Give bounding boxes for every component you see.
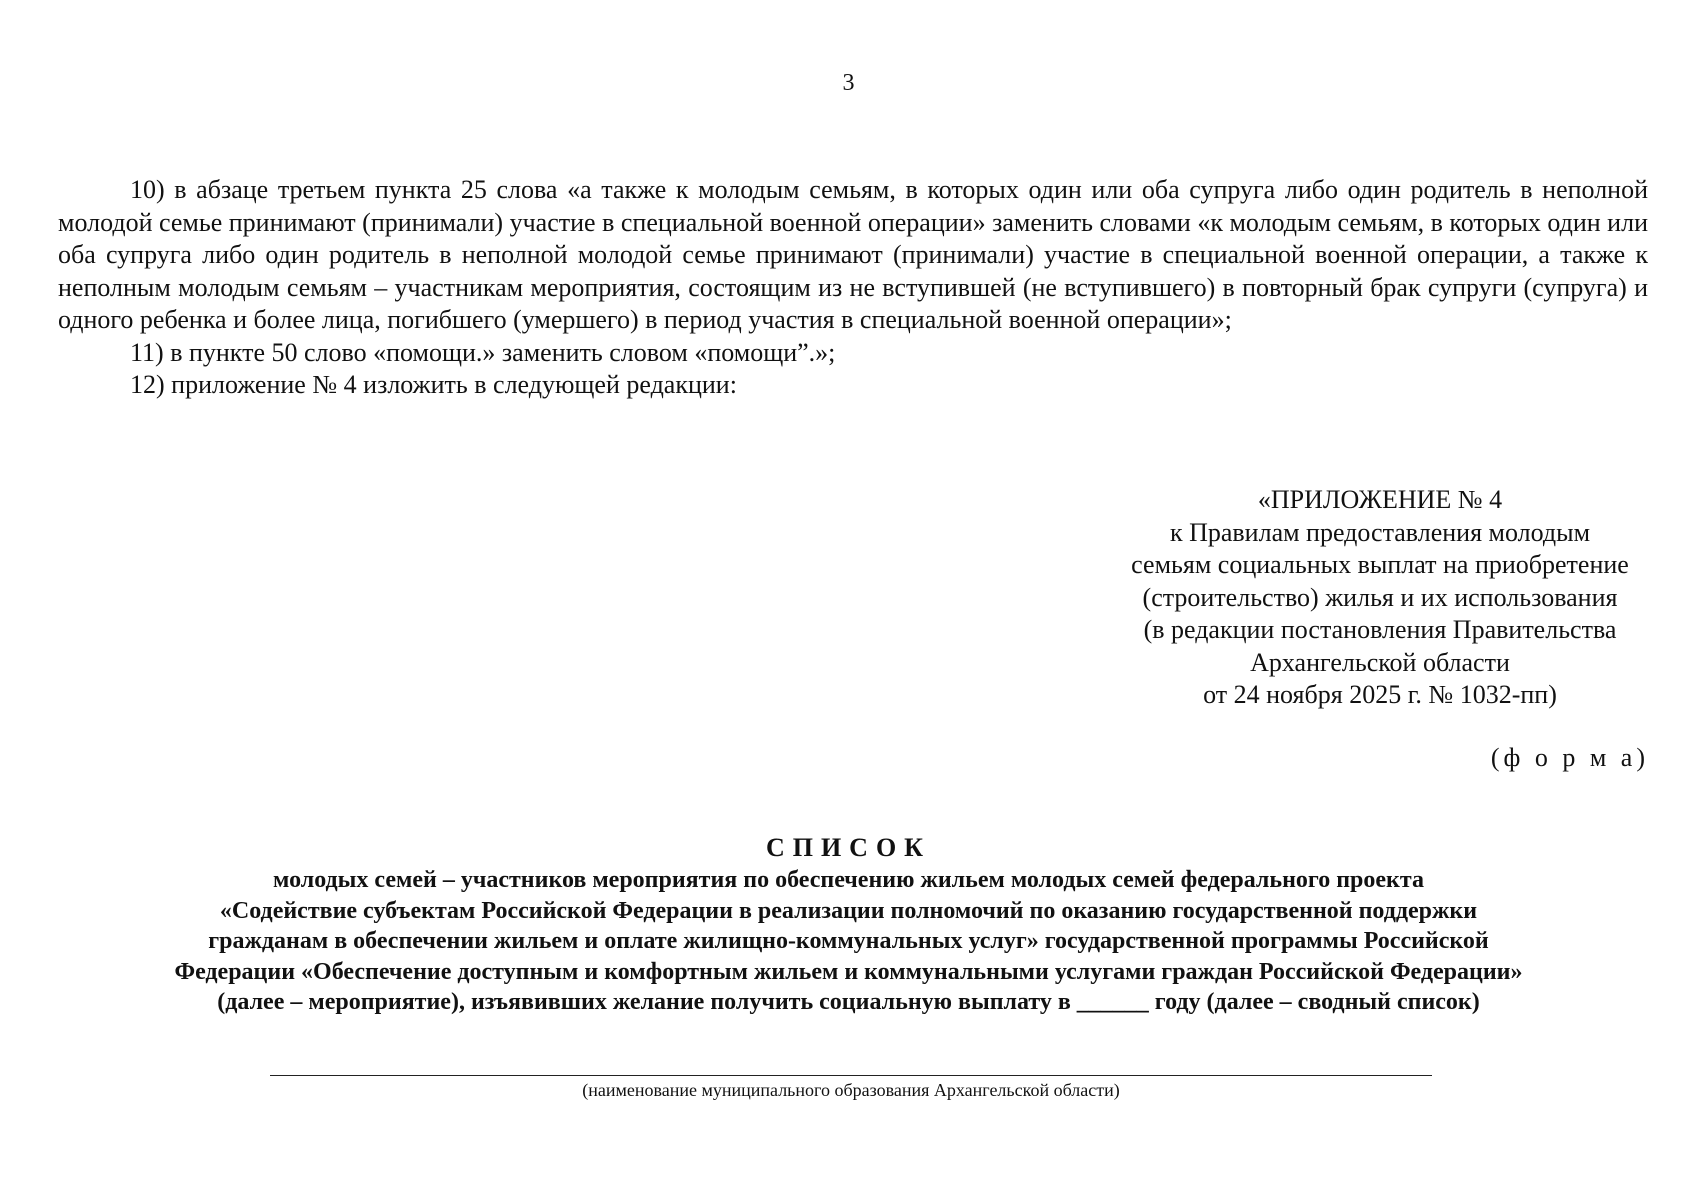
list-description-line: (далее – мероприятие), изъявивших желание получить социальную выплату в ______ году (далее – сводный список) xyxy=(217,989,1480,1015)
appendix-line: к Правилам предоставления молодым xyxy=(1169,517,1591,547)
list-description xyxy=(60,865,1637,1018)
list-description-line: молодых семей – участников мероприятия по обеспечению жильем молодых семей федерального проекта xyxy=(273,867,1424,893)
list-title: СПИСОК xyxy=(765,833,932,862)
appendix-line: семьям социальных выплат на приобретение xyxy=(1131,550,1629,579)
appendix-line: (строительство) жилья и их использования xyxy=(1142,582,1618,612)
list-description-line: Федерации «Обеспечение доступным и комфортным жильем и коммунальными услугами граждан Российской Федерации» xyxy=(174,958,1523,985)
list-description-line: гражданам в обеспечении жильем и оплате жилищно-коммунальных услуг» государственной программы Российской xyxy=(208,928,1489,954)
appendix-line: Архангельской области xyxy=(1250,647,1510,677)
paragraph-11: 11) в пункте 50 слово «помощи.» заменить словом «помощи”.»; xyxy=(130,337,836,367)
paragraph-10: 10) в абзаце третьем пункта 25 слова «а также к молодым семьям, в которых один или оба супруга либо один родитель в неполной молодой семье принимают (принимали) участие в специальной военной операции» заменить словами «к молодым семьям, в которых один или оба супруга либо один родитель в неполной молодой семье принимают (принимали) участие в специальной военной операции, а также к неполным молодым семьям – участникам мероприятия, состоящим из не вступившей (не вступившего) в повторный брак супруги (супруга) и одного ребенка и более лица, погибшего (умершего) в период участия в специальной военной операции»; xyxy=(58,175,1648,334)
appendix-line: (в редакции постановления Правительства xyxy=(1143,615,1617,644)
amendments-text xyxy=(58,174,1648,402)
appendix-line: от 24 ноября 2025 г. № 1032-пп) xyxy=(1203,680,1557,709)
appendix-header xyxy=(1085,484,1675,712)
form-label: (ф о р м а) xyxy=(1490,743,1649,772)
signature-line xyxy=(270,1075,1432,1076)
appendix-line: «ПРИЛОЖЕНИЕ № 4 xyxy=(1257,485,1503,514)
page-number: 3 xyxy=(842,70,855,96)
paragraph-12: 12) приложение № 4 изложить в следующей редакции: xyxy=(130,370,737,399)
signature-caption: (наименование муниципального образования Архангельской области) xyxy=(582,1080,1120,1100)
list-description-line: «Содействие субъектам Российской Федерации в реализации полномочий по оказанию государственной поддержки xyxy=(219,897,1478,924)
